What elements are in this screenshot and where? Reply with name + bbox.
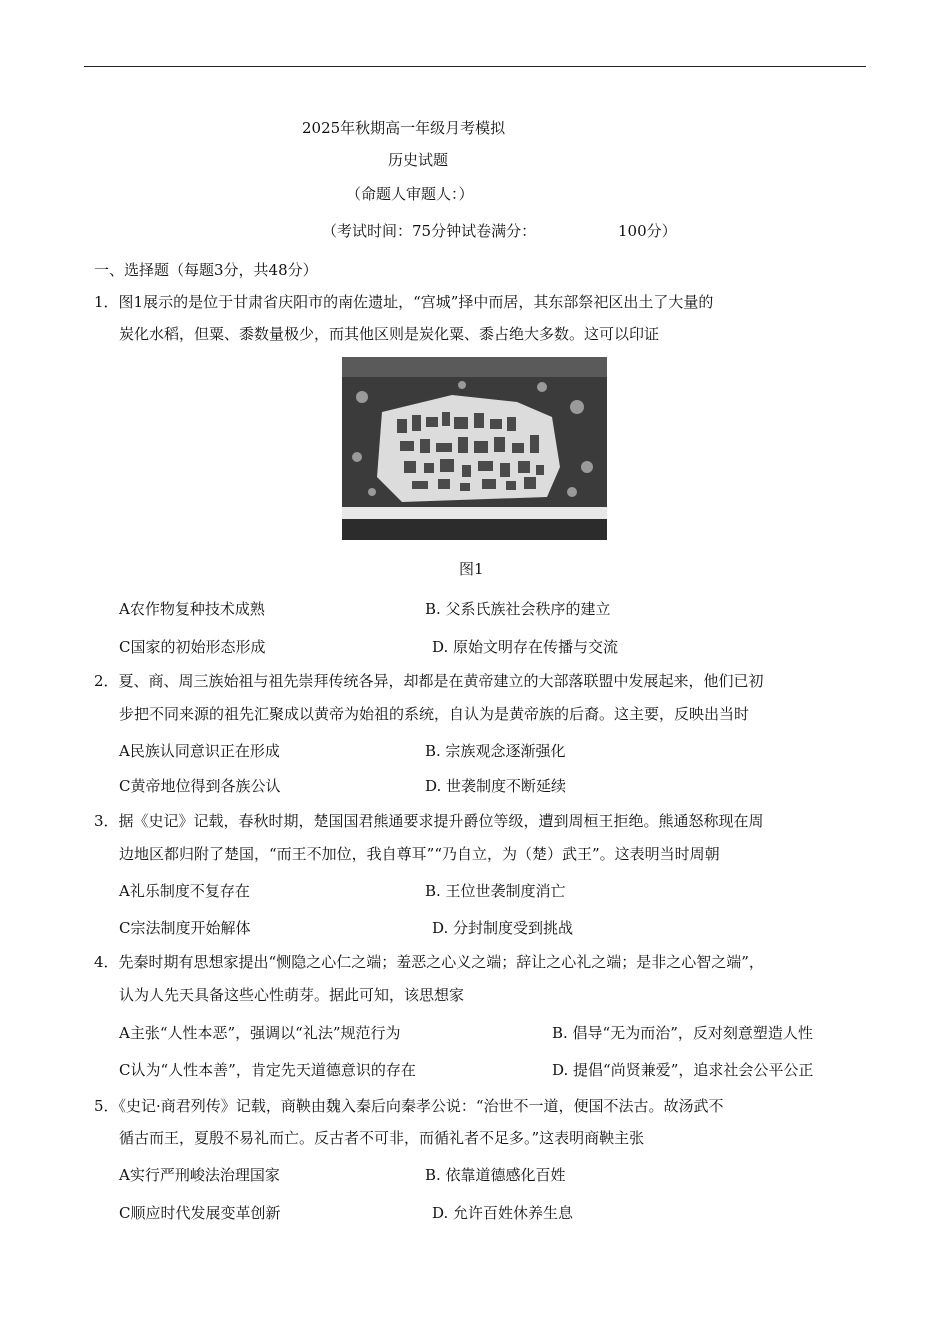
question-3-option-a[interactable]: A礼乐制度不复存在	[119, 882, 250, 900]
section-title: 一、选择题（每题3分，共48分）	[94, 261, 318, 279]
question-4-option-b[interactable]: B. 倡导“无为而治”，反对刻意塑造人性	[552, 1024, 813, 1042]
subject-title: 历史试题	[388, 151, 449, 169]
question-2-line-2: 步把不同来源的祖先汇聚成以黄帝为始祖的系统，自认为是黄帝族的后裔。这主要，反映出当时	[119, 705, 750, 723]
top-rule	[84, 66, 866, 67]
question-3-line-1: 3．据《史记》记载，春秋时期，楚国国君熊通要求提升爵位等级，遭到周桓王拒绝。熊通怒称现在周	[94, 812, 764, 830]
question-3-option-c[interactable]: C宗法制度开始解体	[119, 919, 251, 937]
question-5-option-a[interactable]: A实行严刑峻法治理国家	[119, 1166, 280, 1184]
question-5-option-b[interactable]: B. 依靠道德感化百姓	[425, 1166, 566, 1184]
question-5-option-c[interactable]: C顺应时代发展变革创新	[119, 1204, 281, 1222]
question-1-option-a[interactable]: A农作物复种技术成熟	[119, 600, 265, 618]
question-2-option-b[interactable]: B. 宗族观念逐渐强化	[425, 742, 566, 760]
exam-title: 2025年秋期高一年级月考模拟	[302, 119, 506, 137]
question-1-option-c[interactable]: C国家的初始形态形成	[119, 638, 266, 656]
question-3-option-d[interactable]: D. 分封制度受到挑战	[432, 919, 574, 937]
question-3-line-2: 边地区都归附了楚国，“而王不加位，我自尊耳”“乃自立，为（楚）武王”。这表明当时周朝	[119, 845, 720, 863]
question-2-option-c[interactable]: C黄帝地位得到各族公认	[119, 777, 281, 795]
question-1-option-b[interactable]: B. 父系氏族社会秩序的建立	[425, 600, 611, 618]
question-4-option-d[interactable]: D. 提倡“尚贤兼爱”，追求社会公平公正	[552, 1061, 814, 1079]
site-aerial-photo	[342, 357, 607, 540]
authors-line: （命题人审题人：）	[346, 185, 474, 203]
exam-info: （考试时间：75分钟试卷满分：	[322, 222, 537, 240]
question-2-option-d[interactable]: D. 世袭制度不断延续	[425, 777, 567, 795]
question-2-option-a[interactable]: A民族认同意识正在形成	[119, 742, 280, 760]
question-5-line-2: 循古而王，夏殷不易礼而亡。反古者不可非，而循礼者不足多。”这表明商鞅主张	[119, 1129, 645, 1147]
question-4-line-2: 认为人先天具备这些心性萌芽。据此可知，该思想家	[119, 986, 465, 1004]
figure-caption: 图1	[459, 560, 484, 578]
question-4-option-c[interactable]: C认为“人性本善”，肯定先天道德意识的存在	[119, 1061, 416, 1079]
question-2-line-1: 2．夏、商、周三族始祖与祖先崇拜传统各异，却都是在黄帝建立的大部落联盟中发展起来，他们已初	[94, 672, 764, 690]
question-4-option-a[interactable]: A主张“人性本恶”，强调以“礼法”规范行为	[119, 1024, 401, 1042]
question-3-option-b[interactable]: B. 王位世袭制度消亡	[425, 882, 566, 900]
exam-score: 100分）	[618, 222, 677, 240]
question-1-line-2: 炭化水稻，但粟、黍数量极少，而其他区则是炭化粟、黍占绝大多数。这可以印证	[119, 325, 660, 343]
question-1-line-1: 1．图1展示的是位于甘肃省庆阳市的南佐遗址，“宫城”择中而居，其东部祭祀区出土了大量的	[94, 293, 714, 311]
question-1-option-d[interactable]: D. 原始文明存在传播与交流	[432, 638, 619, 656]
question-5-line-1: 5．《史记·商君列传》记载，商鞅由魏入秦后向秦孝公说：“治世不一道，便国不法古。故汤武不	[94, 1097, 724, 1115]
question-5-option-d[interactable]: D. 允许百姓休养生息	[432, 1204, 574, 1222]
question-4-line-1: 4．先秦时期有思想家提出“恻隐之心仁之端；羞恶之心义之端；辞让之心礼之端；是非之心智之端”，	[94, 953, 764, 971]
